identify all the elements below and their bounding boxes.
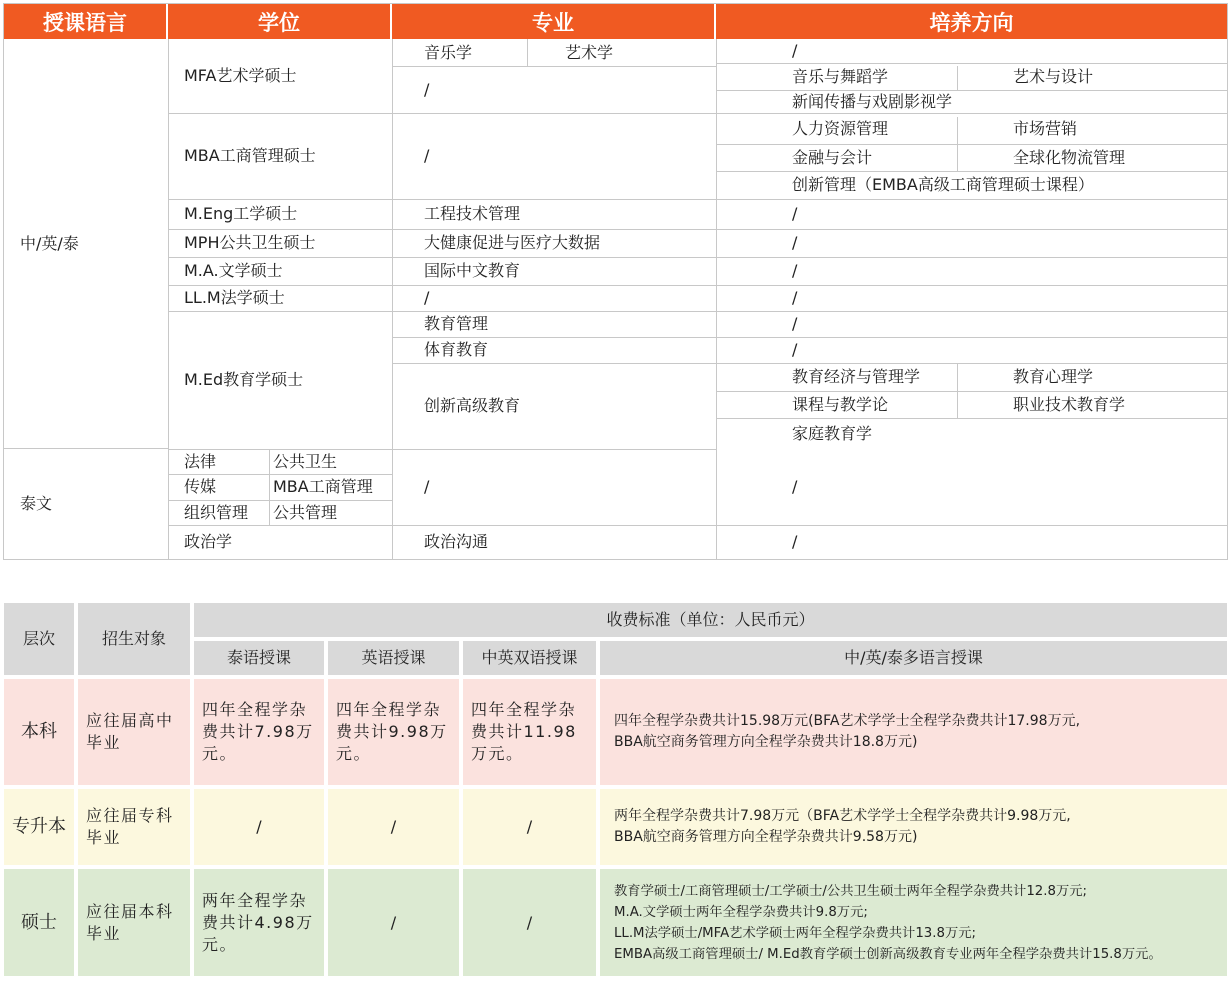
- program-table: [3, 3, 1228, 560]
- fee-master-bilingual: /: [461, 867, 598, 978]
- direction-slash: /: [792, 288, 798, 307]
- header-language: 授课语言: [4, 4, 168, 39]
- degree-ma: M.A.文学硕士: [184, 261, 283, 280]
- direction-vocational-edu: 职业技术教育学: [1013, 394, 1126, 414]
- lang-thai: 泰文: [20, 493, 53, 513]
- major-art: 艺术学: [565, 42, 614, 62]
- direction-slash: /: [792, 314, 798, 333]
- direction-edu-psychology: 教育心理学: [1013, 367, 1094, 386]
- fee-table: [2, 601, 1229, 978]
- fee-upgrade-multilingual: 两年全程学杂费共计7.98万元（BFA艺术学学士全程学杂费共计9.98万元, BBA航空商务管理方向全程学杂费共计9.58万元): [598, 787, 1229, 867]
- degree-law: 法律: [184, 451, 217, 471]
- major-music: 音乐学: [424, 42, 473, 62]
- direction-finance: 金融与会计: [792, 147, 873, 167]
- header-level: 层次: [2, 601, 76, 677]
- degree-mba-mgmt: MBA工商管理: [273, 477, 373, 496]
- major-slash: /: [424, 79, 430, 99]
- fee-upgrade-thai: /: [192, 787, 326, 867]
- target-master: 应往届本科毕业: [76, 867, 192, 978]
- fee-undergrad-multilingual: 四年全程学杂费共计15.98万元(BFA艺术学学士全程学杂费共计17.98万元, BBA航空商务管理方向全程学杂费共计18.8万元): [598, 677, 1229, 787]
- degree-public-mgmt: 公共管理: [273, 502, 338, 522]
- fee-upgrade-bilingual: /: [461, 787, 598, 867]
- direction-emba: 创新管理（EMBA高级工商管理硕士课程）: [792, 175, 1094, 194]
- fee-master-thai: 两年全程学杂费共计4.98万元。: [192, 867, 326, 978]
- direction-slash: /: [792, 261, 798, 280]
- header-fee-standard: 收费标准（单位：人民币元）: [192, 601, 1229, 639]
- degree-org-mgmt: 组织管理: [184, 502, 249, 522]
- major-engineering-mgmt: 工程技术管理: [424, 204, 521, 223]
- direction-logistics: 全球化物流管理: [1013, 147, 1126, 167]
- level-undergrad: 本科: [2, 677, 76, 787]
- degree-mfa: MFA艺术学硕士: [184, 66, 297, 85]
- major-political-comm: 政治沟通: [424, 532, 489, 551]
- direction-art-design: 艺术与设计: [1013, 66, 1094, 86]
- header-target: 招生对象: [76, 601, 192, 677]
- degree-med: M.Ed教育学硕士: [184, 370, 304, 389]
- level-upgrade: 专升本: [2, 787, 76, 867]
- fee-undergrad-bilingual: 四年全程学杂费共计11.98万元。: [461, 677, 598, 787]
- major-slash: /: [424, 288, 430, 307]
- fee-undergrad-english: 四年全程学杂费共计9.98万元。: [326, 677, 461, 787]
- degree-meng: M.Eng工学硕士: [184, 204, 298, 223]
- degree-media: 传媒: [184, 477, 217, 496]
- target-upgrade: 应往届专科毕业: [76, 787, 192, 867]
- fee-master-english: /: [326, 867, 461, 978]
- fee-upgrade-english: /: [326, 787, 461, 867]
- direction-family-edu: 家庭教育学: [792, 423, 873, 443]
- major-innovative-edu: 创新高级教育: [424, 396, 521, 415]
- header-bilingual: 中英双语授课: [461, 639, 598, 677]
- major-edu-mgmt: 教育管理: [424, 314, 489, 333]
- direction-slash: /: [792, 233, 798, 252]
- level-master: 硕士: [2, 867, 76, 978]
- direction-slash: /: [792, 41, 798, 60]
- header-thai: 泰语授课: [192, 639, 326, 677]
- direction-edu-econ: 教育经济与管理学: [792, 367, 921, 386]
- degree-mba: MBA工商管理硕士: [184, 146, 316, 165]
- direction-slash: /: [792, 340, 798, 359]
- major-slash: /: [424, 146, 430, 165]
- header-degree: 学位: [168, 4, 392, 39]
- direction-marketing: 市场营销: [1013, 118, 1078, 138]
- header-english: 英语授课: [326, 639, 461, 677]
- lang-zh-en-th: 中/英/泰: [20, 233, 79, 253]
- direction-news-drama: 新闻传播与戏剧影视学: [792, 91, 953, 111]
- degree-politics: 政治学: [184, 532, 233, 551]
- major-pe: 体育教育: [424, 340, 489, 359]
- direction-music-dance: 音乐与舞蹈学: [792, 66, 889, 86]
- direction-slash: /: [792, 532, 798, 551]
- direction-slash: /: [792, 477, 798, 496]
- header-multilingual: 中/英/泰多语言授课: [598, 639, 1229, 677]
- header-major: 专业: [392, 4, 716, 39]
- major-slash: /: [424, 477, 430, 496]
- major-intl-chinese: 国际中文教育: [424, 261, 521, 280]
- direction-slash: /: [792, 204, 798, 223]
- target-undergrad: 应往届高中毕业: [76, 677, 192, 787]
- direction-hr: 人力资源管理: [792, 118, 889, 138]
- direction-curriculum: 课程与教学论: [792, 394, 889, 414]
- degree-public-health: 公共卫生: [273, 451, 338, 471]
- degree-llm: LL.M法学硕士: [184, 288, 285, 307]
- degree-mph: MPH公共卫生硕士: [184, 233, 316, 252]
- header-direction: 培养方向: [716, 4, 1227, 39]
- major-health: 大健康促进与医疗大数据: [424, 233, 601, 252]
- fee-undergrad-thai: 四年全程学杂费共计7.98万元。: [192, 677, 326, 787]
- fee-master-multilingual: 教育学硕士/工商管理硕士/工学硕士/公共卫生硕士两年全程学杂费共计12.8万元; M.A.文学硕士两年全程学杂费共计9.8万元; LL.M法学硕士/MFA艺术学硕士两年全程学杂费共计13.8万元; EMBA高级工商管理硕士/ M.Ed教育学硕士创新高级教育专业两年全程学杂费共计15.8万元。: [598, 867, 1229, 978]
